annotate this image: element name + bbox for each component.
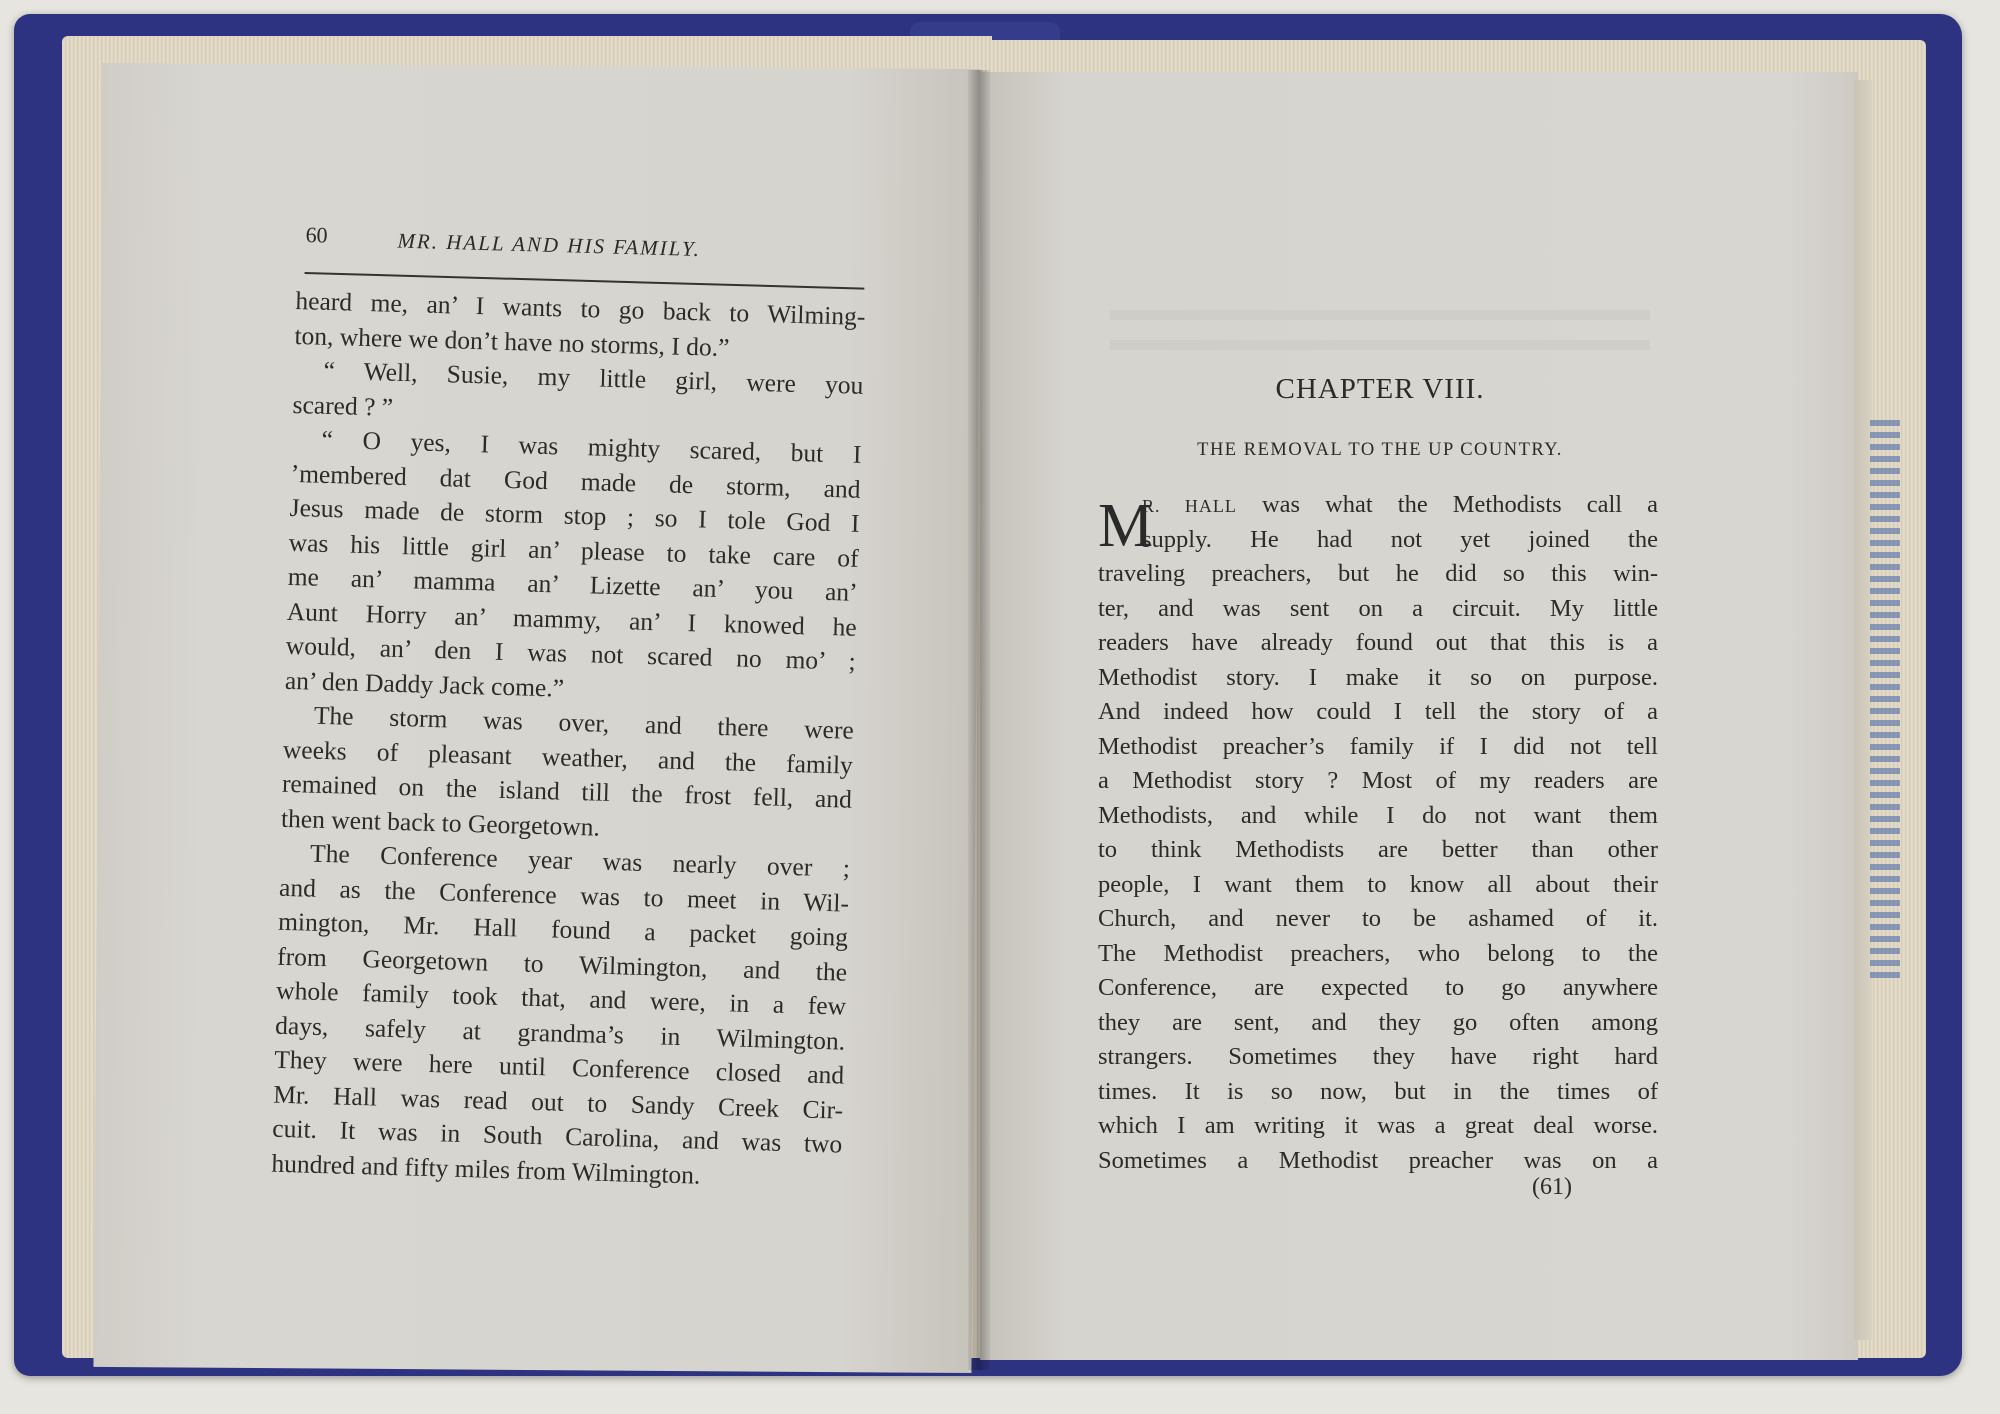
text-line: hundred and fifty miles from Wilmington. <box>271 1148 701 1190</box>
text-line: scared ? ” <box>292 389 394 422</box>
text-line: “ Well, Susie, my little girl, were you <box>323 355 864 400</box>
text-line: The Methodist preachers, who belong to the <box>1098 939 1658 967</box>
text-line: Conference, are expected to go anywhere <box>1098 974 1658 1001</box>
chapter-subtitle: THE REMOVAL TO THE UP COUNTRY. <box>1197 440 1563 460</box>
text-line: heard me, an’ I wants to go back to Wilming- <box>295 285 866 331</box>
right-page-body <box>1098 488 1658 1178</box>
text-line: ton, where we don’t have no storms, I do.” <box>294 320 730 362</box>
text-line: supply. He had not yet joined the <box>1142 525 1658 553</box>
text-line: Church, and never to be ashamed of it. <box>1098 905 1658 932</box>
library-stamp <box>1870 420 1900 980</box>
text-line-first <box>1098 488 1658 523</box>
text-line: The Conference year was nearly over ; <box>309 838 851 883</box>
text-line: Methodist story. I make it so on purpose. <box>1098 663 1658 691</box>
text-line: remained on the island till the frost fell, and <box>281 768 853 814</box>
text-line: Methodists, and while I do not want them <box>1098 801 1658 829</box>
text-line: and as the Conference was to meet in Wil- <box>278 872 850 918</box>
text-line: Sometimes a Methodist preacher was on a <box>1098 1146 1658 1174</box>
text-line: people, I want them to know all about their <box>1098 870 1658 898</box>
drop-cap: M <box>1098 492 1154 560</box>
text-line: then went back to Georgetown. <box>280 803 601 842</box>
text-line: days, safely at grandma’s in Wilmington. <box>274 1010 846 1056</box>
text-line: readers have already found out that this is a <box>1098 629 1658 656</box>
left-page-body <box>271 284 866 1197</box>
text-line: “ O yes, I was mighty scared, but I <box>321 424 862 469</box>
text-line: They were here until Conference closed and <box>273 1044 845 1090</box>
text-line: whole family took that, and were, in a few <box>275 975 847 1021</box>
text-line: Methodist preacher’s family if I did not tell <box>1098 732 1658 760</box>
bleed-through-text <box>1110 290 1650 360</box>
text-line: cuit. It was in South Carolina, and was two <box>272 1113 843 1159</box>
text-line: a Methodist story ? Most of my readers are <box>1098 767 1658 794</box>
first-word-smallcaps: R. HALL <box>1142 496 1237 516</box>
text-line: mington, Mr. Hall found a packet going <box>277 906 849 952</box>
text-line: Mr. Hall was read out to Sandy Creek Cir- <box>272 1079 844 1125</box>
running-head-title: MR. HALL AND HIS FAMILY. <box>397 228 702 262</box>
book-gutter <box>968 70 990 1370</box>
text-line: ’membered dat God made de storm, and <box>290 458 861 504</box>
right-page-number: (61) <box>1532 1174 1572 1200</box>
text-line: from Georgetown to Wilmington, and the <box>276 941 848 987</box>
chapter-title: CHAPTER VIII. <box>1275 373 1485 405</box>
text-line: And indeed how could I tell the story of a <box>1098 698 1658 725</box>
text-line: weeks of pleasant weather, and the family <box>282 734 854 780</box>
first-line-rest: was what the Methodists call a <box>1236 491 1658 518</box>
text-line: would, an’ den I was not scared no mo’ ; <box>285 630 857 676</box>
text-line: which I am writing it was a great deal worse. <box>1098 1112 1658 1139</box>
text-line: to think Methodists are better than other <box>1098 836 1658 863</box>
text-line: me an’ mamma an’ Lizette an’ you an’ <box>287 561 859 607</box>
text-line: an’ den Daddy Jack come.” <box>284 665 565 703</box>
text-line: Jesus made de storm stop ; so I tole God I <box>289 492 860 538</box>
text-line: traveling preachers, but he did so this win- <box>1098 560 1658 587</box>
text-line: ter, and was sent on a circuit. My little <box>1098 594 1658 622</box>
left-page-number: 60 <box>305 222 328 248</box>
text-line: times. It is so now, but in the times of <box>1098 1077 1658 1105</box>
text-line: strangers. Sometimes they have right hard <box>1098 1043 1658 1070</box>
text-line: Aunt Horry an’ mammy, an’ I knowed he <box>286 596 858 642</box>
text-line: The storm was over, and there were <box>313 700 855 745</box>
text-line: was his little girl an’ please to take care of <box>288 527 859 573</box>
text-line: they are sent, and they go often among <box>1098 1008 1658 1036</box>
